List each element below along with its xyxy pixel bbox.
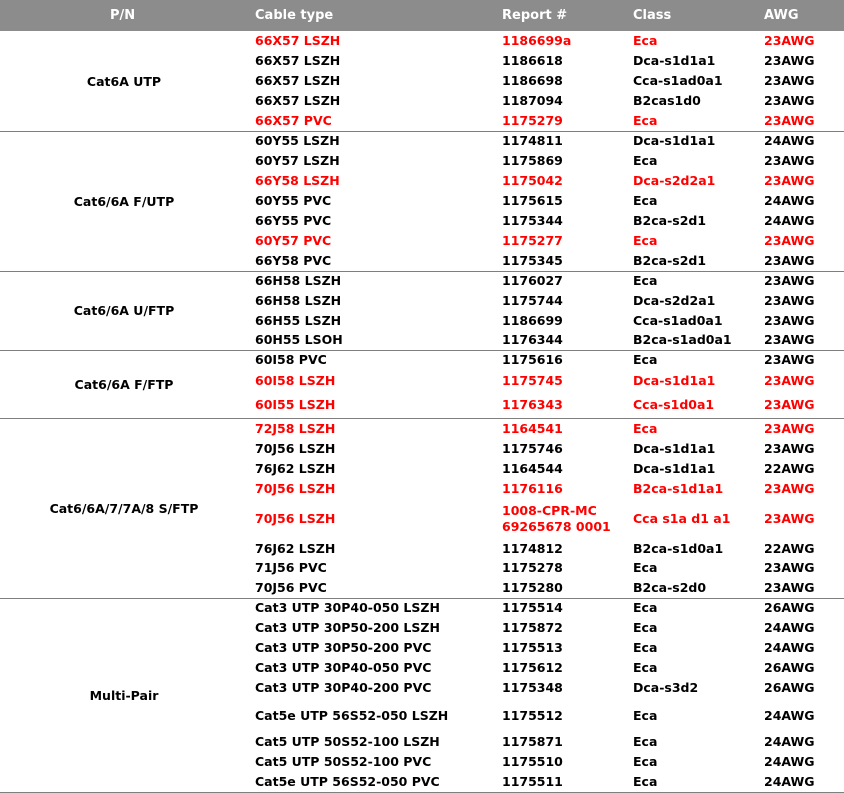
cable-type-cell: 60I58 PVC: [255, 352, 327, 367]
report-cell: 1175512: [502, 708, 563, 723]
class-cell: B2ca-s2d1: [633, 213, 707, 228]
class-cell: Dca-s1d1a1: [633, 373, 716, 388]
awg-cell: 22AWG: [764, 461, 815, 476]
class-cell: Dca-s1d1a1: [633, 133, 716, 148]
cable-type-cell: 76J62 LSZH: [255, 461, 336, 476]
class-cell: Eca: [633, 600, 658, 615]
awg-cell: 23AWG: [764, 233, 815, 248]
awg-cell: 23AWG: [764, 511, 815, 526]
cable-type-cell: 72J58 LSZH: [255, 421, 336, 436]
class-cell: Eca: [633, 620, 658, 635]
report-cell: 1175511: [502, 774, 563, 789]
awg-cell: 23AWG: [764, 580, 815, 595]
class-cell: Eca: [633, 660, 658, 675]
group-pn-label: Multi-Pair: [89, 687, 159, 703]
awg-cell: 23AWG: [764, 293, 815, 308]
cable-type-cell: Cat3 UTP 30P50-200 LSZH: [255, 620, 440, 635]
cable-type-cell: Cat5e UTP 56S52-050 PVC: [255, 774, 440, 789]
report-cell: 1186618: [502, 53, 563, 68]
cable-type-cell: 70J56 PVC: [255, 580, 327, 595]
awg-cell: 26AWG: [764, 680, 815, 695]
awg-cell: 24AWG: [764, 754, 815, 769]
class-cell: Eca: [633, 193, 658, 208]
report-cell: 1175615: [502, 193, 563, 208]
class-cell: Eca: [633, 113, 658, 128]
awg-cell: 23AWG: [764, 153, 815, 168]
report-cell: 1175869: [502, 153, 563, 168]
class-cell: Eca: [633, 233, 658, 248]
awg-cell: 24AWG: [764, 213, 815, 228]
cable-type-cell: Cat3 UTP 30P40-050 LSZH: [255, 600, 440, 615]
cable-type-cell: 60Y57 LSZH: [255, 153, 340, 168]
cable-type-cell: Cat3 UTP 30P40-050 PVC: [255, 660, 432, 675]
awg-cell: 22AWG: [764, 541, 815, 556]
awg-cell: 23AWG: [764, 33, 815, 48]
report-cell: 1176027: [502, 273, 563, 288]
cable-type-cell: Cat3 UTP 30P50-200 PVC: [255, 640, 432, 655]
report-cell: 1164541: [502, 421, 563, 436]
report-cell: 1175871: [502, 734, 563, 749]
class-cell: B2cas1d0: [633, 93, 701, 108]
report-cell: 1175872: [502, 620, 563, 635]
awg-cell: 23AWG: [764, 73, 815, 88]
class-cell: Eca: [633, 708, 658, 723]
cable-type-cell: 70J56 LSZH: [255, 481, 336, 496]
cable-type-cell: 66H55 LSZH: [255, 313, 342, 328]
class-cell: Dca-s1d1a1: [633, 53, 716, 68]
cable-type-cell: Cat5 UTP 50S52-100 PVC: [255, 754, 432, 769]
report-cell: 1175344: [502, 213, 563, 228]
cable-type-cell: 76J62 LSZH: [255, 541, 336, 556]
class-cell: B2ca-s1d0a1: [633, 541, 724, 556]
cable-type-cell: 66Y58 LSZH: [255, 173, 340, 188]
class-cell: Dca-s2d2a1: [633, 173, 716, 188]
awg-cell: 24AWG: [764, 133, 815, 148]
class-cell: Cca s1a d1 a1: [633, 511, 731, 526]
cable-type-cell: 66X57 LSZH: [255, 73, 341, 88]
awg-cell: 23AWG: [764, 481, 815, 496]
report-cell: 1175278: [502, 560, 563, 575]
cable-type-cell: 66X57 LSZH: [255, 53, 341, 68]
awg-cell: 23AWG: [764, 421, 815, 436]
report-cell: 1175745: [502, 373, 563, 388]
cable-type-cell: 66Y58 PVC: [255, 253, 332, 268]
cable-type-cell: 66Y55 PVC: [255, 213, 332, 228]
awg-cell: 23AWG: [764, 273, 815, 288]
report-cell: 1176344: [502, 332, 563, 347]
group-pn-label: Cat6A UTP: [86, 73, 162, 89]
cable-type-cell: 70J56 LSZH: [255, 441, 336, 456]
cable-type-cell: 60Y57 PVC: [255, 233, 332, 248]
report-cell: 1175277: [502, 233, 563, 248]
class-cell: Eca: [633, 273, 658, 288]
awg-cell: 23AWG: [764, 352, 815, 367]
cable-type-cell: 60I55 LSZH: [255, 397, 336, 412]
awg-cell: 24AWG: [764, 193, 815, 208]
cable-type-cell: 60H55 LSOH: [255, 332, 343, 347]
class-cell: Dca-s2d2a1: [633, 293, 716, 308]
class-cell: Eca: [633, 421, 658, 436]
report-cell: 1164544: [502, 461, 563, 476]
awg-cell: 24AWG: [764, 734, 815, 749]
awg-cell: 24AWG: [764, 708, 815, 723]
report-cell: 1186699: [502, 313, 563, 328]
cable-type-cell: 66X57 PVC: [255, 113, 332, 128]
report-cell: 1175616: [502, 352, 563, 367]
class-cell: Cca-s1ad0a1: [633, 73, 723, 88]
report-cell: 1175612: [502, 660, 563, 675]
cable-type-cell: 66H58 LSZH: [255, 293, 342, 308]
cable-type-cell: 60I58 LSZH: [255, 373, 336, 388]
cable-type-cell: 66H58 LSZH: [255, 273, 342, 288]
awg-cell: 24AWG: [764, 774, 815, 789]
awg-cell: 23AWG: [764, 313, 815, 328]
awg-cell: 23AWG: [764, 441, 815, 456]
report-cell: 1175348: [502, 680, 563, 695]
header-cable-type: Cable type: [255, 8, 334, 23]
report-cell: 1175513: [502, 640, 563, 655]
report-cell: 1174812: [502, 541, 563, 556]
header-class: Class: [633, 8, 672, 23]
class-cell: Eca: [633, 640, 658, 655]
class-cell: B2ca-s1ad0a1: [633, 332, 732, 347]
report-cell: 1176343: [502, 397, 563, 412]
header-awg: AWG: [764, 8, 799, 23]
header-pn: P/N: [110, 8, 136, 23]
cable-type-cell: 71J56 PVC: [255, 560, 327, 575]
class-cell: Dca-s3d2: [633, 680, 699, 695]
report-cell: 1175345: [502, 253, 563, 268]
report-cell: 1175042: [502, 173, 563, 188]
cable-type-cell: Cat3 UTP 30P40-200 PVC: [255, 680, 432, 695]
awg-cell: 23AWG: [764, 93, 815, 108]
header-report: Report #: [502, 8, 568, 23]
report-cell: 1175510: [502, 754, 563, 769]
awg-cell: 23AWG: [764, 332, 815, 347]
report-cell: 1175279: [502, 113, 563, 128]
cable-type-cell: Cat5 UTP 50S52-100 LSZH: [255, 734, 440, 749]
class-cell: Cca-s1d0a1: [633, 397, 715, 412]
class-cell: Eca: [633, 560, 658, 575]
awg-cell: 23AWG: [764, 253, 815, 268]
awg-cell: 24AWG: [764, 640, 815, 655]
awg-cell: 23AWG: [764, 397, 815, 412]
class-cell: Cca-s1ad0a1: [633, 313, 723, 328]
report-cell: 1186698: [502, 73, 563, 88]
report-cell-line2: 69265678 0001: [502, 519, 611, 534]
cable-type-cell: Cat5e UTP 56S52-050 LSZH: [255, 708, 449, 723]
class-cell: B2ca-s2d0: [633, 580, 707, 595]
class-cell: Dca-s1d1a1: [633, 441, 716, 456]
awg-cell: 23AWG: [764, 53, 815, 68]
group-pn-label: Cat6/6A F/UTP: [73, 193, 175, 209]
class-cell: Eca: [633, 352, 658, 367]
class-cell: B2ca-s1d1a1: [633, 481, 724, 496]
report-cell: 1186699a: [502, 33, 572, 48]
report-cell: 1174811: [502, 133, 563, 148]
class-cell: Eca: [633, 774, 658, 789]
awg-cell: 26AWG: [764, 660, 815, 675]
awg-cell: 23AWG: [764, 113, 815, 128]
awg-cell: 24AWG: [764, 620, 815, 635]
class-cell: Eca: [633, 153, 658, 168]
awg-cell: 23AWG: [764, 560, 815, 575]
class-cell: Eca: [633, 754, 658, 769]
cable-type-cell: 66X57 LSZH: [255, 33, 341, 48]
awg-cell: 26AWG: [764, 600, 815, 615]
class-cell: B2ca-s2d1: [633, 253, 707, 268]
group-pn-label: Cat6/6A F/FTP: [74, 376, 174, 392]
cable-type-cell: 66X57 LSZH: [255, 93, 341, 108]
cable-type-cell: 70J56 LSZH: [255, 511, 336, 526]
awg-cell: 23AWG: [764, 173, 815, 188]
class-cell: Dca-s1d1a1: [633, 461, 716, 476]
report-cell: 1176116: [502, 481, 563, 496]
group-pn-label: Cat6/6A/7/7A/8 S/FTP: [49, 500, 199, 516]
group-pn-label: Cat6/6A U/FTP: [73, 303, 175, 318]
class-cell: Eca: [633, 33, 658, 48]
report-cell: 1175744: [502, 293, 563, 308]
table-header: [0, 0, 844, 31]
cable-type-cell: 60Y55 LSZH: [255, 133, 340, 148]
awg-cell: 23AWG: [764, 373, 815, 388]
report-cell: 1008-CPR-MC: [502, 503, 597, 518]
class-cell: Eca: [633, 734, 658, 749]
report-cell: 1175746: [502, 441, 563, 456]
report-cell: 1175280: [502, 580, 563, 595]
report-cell: 1175514: [502, 600, 563, 615]
cable-type-cell: 60Y55 PVC: [255, 193, 332, 208]
report-cell: 1187094: [502, 93, 563, 108]
